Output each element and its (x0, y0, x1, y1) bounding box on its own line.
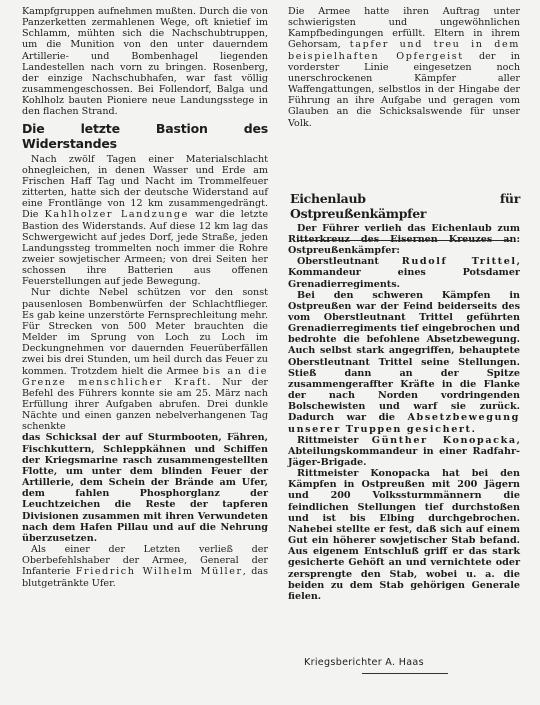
left-p3-text-a: Nur dichte Nebel schützen vor den sonst pausenlosen Bombenwürfen der Schlachtflieger. Es gab keine unzerstörte Fernsprechleitung mehr. Für Strecken von 500 Meter brauchten die Melder im Sprung von Loch zu Loch im Deckungnehmen vor dauernden Feuerüberfällen zwei bis drei Stunden, um heil durch das Feuer zu kommen. Trotzdem hielt die Armee (22, 287, 268, 377)
right-person-1-name: Rudolf Trittel (401, 256, 517, 268)
right-heading: Eichenlaub für Ostpreußenkämpfer (290, 190, 520, 221)
right-intro: Der Führer verlieh das Eichenlaub zum Ritterkreuz des Eisernen Kreuzes an: Ostpreußenkämpfer: (288, 222, 520, 257)
right-person-2-rank: Rittmeister (297, 434, 372, 446)
left-paragraph-1: Kampfgruppen aufnehmen mußten. Durch die von Panzerketten zermahlenen Wege, oft knietief im Schlamm, mühten sich die Nachschubtruppen, um die Munition von den unter dauerndem Artillerie- und Bombenhagel liegenden Landestellen nach vorn zu bringen. Rosenberg, der einzige Nachschubhafen, war fast völlig zusammengeschossen. Bei Follendorf, Balga und Kohlholz bauten Pioniere neue Landungsstege in den flachen Strand. (22, 6, 268, 118)
left-p2-text-c: war die letzte Bastion des Widerstands. Auf diese 12 km lag das Schwergewicht auf jedes Dorf, jede Straße, jeden Landungssteg trommelten noch immer die Rohre zweier sowjetischer Armeen; von drei Seiten her schossen ihre Batterien aus offenen Feuerstellungen auf jede Bewegung. (22, 209, 268, 288)
byline-underline (362, 673, 448, 674)
left-p5-spaced: Friedrich Wilhelm Müller (75, 566, 243, 578)
byline: Kriegsberichter A. Haas (304, 657, 424, 668)
right-column (288, 6, 520, 602)
right-person-2-name: Günther Konopacka (371, 434, 517, 446)
left-paragraph-2 (22, 154, 268, 288)
right-person-2-role: , Abteilungskommandeur in einer Radfahr-Jäger-Brigade. (288, 434, 520, 468)
right-column-gap (288, 129, 520, 191)
left-p5-text-c: , das blutgetränkte Ufer. (22, 566, 269, 589)
right-p2-spaced: Absetzbewegung unserer Truppen gesichert. (288, 412, 520, 435)
left-heading: Die letzte Bastion des Widerstandes (22, 120, 268, 151)
right-p1-text-c: der in vorderster Linie eingesetzen noch unerschrockenen Kämpfer aller Waffengattungen, selbstlos in der Hingabe der Führung an ihre Aufgabe und geragen vom Glauben an die Schicksalswende für unser Volk. (288, 50, 520, 129)
left-paragraph-3 (22, 287, 268, 432)
left-p2-spaced: Kahlholzer Landzunge (44, 209, 189, 221)
section-divider (298, 240, 512, 241)
right-p2-text-a: Bei den schweren Kämpfen in Ostpreußen war der Feind beiderseits des vom Oberstleutnant Trittel geführten Grenadierregiments tief eingebrochen und bedrohte die befohlene Absetzbewegung. Auch selbst stark angegriffen, behauptete Oberstleutnant Trittel seine Stellungen. Stieß dann an der Spitze zusammengeraffter Kräfte in die Flanke der nach Norden vordringenden Bolschewisten und warf sie zurück. Dadurch war die (288, 289, 520, 424)
right-person-1 (288, 256, 520, 289)
right-p1-text-a: Die Armee hatte ihren Auftrag unter schwierigsten und ungewöhnlichen Kampfbedingungen erfüllt. Eltern in ihrem Gehorsam, (288, 6, 520, 51)
left-paragraph-5 (22, 544, 268, 589)
right-person-1-role: , Kommandeur eines Potsdamer Grenadierregiments. (288, 256, 520, 290)
left-p3-text-c: Nur der Befehl des Führers konnte sie am 25. März nach Erfüllung ihrer Aufgaben abrufen. Drei dunkle Nächte und einen ganzen nebelverhangenen Tag schenkte (22, 376, 268, 433)
left-p3-spaced: bis an die Grenze menschlicher Kraft. (22, 365, 268, 388)
left-p2-text-a: Nach zwölf Tagen einer Materialschlacht ohnegleichen, in denen Wasser und Erde am Frischen Haff Tag und Nacht im Trommelfeuer zitterten, hatte sich der deutsche Widerstand auf eine Frontlänge von 12 km zusammengedrängt. Die (22, 153, 268, 221)
right-paragraph-3: Rittmeister Konopacka hat bei den Kämpfen in Ostpreußen mit 200 Jägern und 200 Volkssturmmännern die feindlichen Stellungen tief durchstoßen und ist bis Elbing durchgebrochen. Nahebei stellte er fest, daß sich auf einem Gut ein höherer sowjetischer Stab befand. Aus eigenem Entschluß griff er das stark gesicherte Gehöft an und vernichtete oder zersprengte den Stab, wobei u. a. die beiden zu dem Stab gehörigen Generale fielen. (288, 468, 520, 602)
left-paragraph-4: das Schicksal der auf Sturmbooten, Fähren, Fischkuttern, Schleppkähnen und Schiffen der Kriegsmarine rasch zusammengestellten Flotte, um unter dem blinden Feuer der Artillerie, dem Schein der Brände am Ufer, dem fahlen Phosphorglanz der Leuchtzeichen die Reste der tapferen Divisionen zusammen mit ihren Verwundeten nach dem Hafen Pillau und auf die Nehrung überzusetzen. (22, 432, 268, 544)
right-person-2 (288, 435, 520, 468)
right-person-1-rank: Oberstleutnant (297, 256, 402, 268)
right-p1-spaced: tapfer und treu in dem beispielhaften Opfergeist (288, 39, 520, 62)
right-paragraph-2 (288, 290, 520, 435)
left-p5-text-a: Als einer der Letzten verließ der Oberbefehlshaber der Armee, General der Infanterie (22, 544, 268, 578)
right-paragraph-1 (288, 6, 520, 129)
left-column (22, 6, 268, 589)
